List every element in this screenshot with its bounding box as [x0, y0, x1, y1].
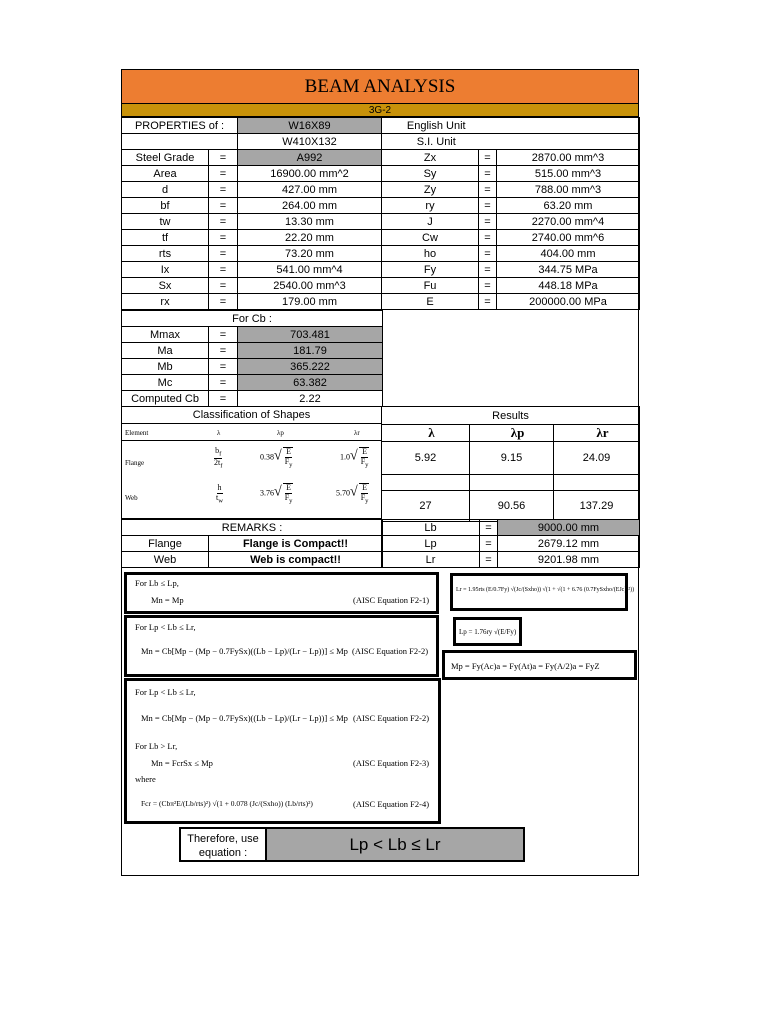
left-prop-eq: =: [209, 166, 238, 182]
right-prop-eq: =: [479, 278, 497, 294]
unit-english: English Unit: [382, 118, 479, 134]
length-name: Lb: [382, 520, 480, 536]
right-prop-eq: =: [479, 214, 497, 230]
cb-value: 2.22: [238, 391, 383, 407]
cb-name: Ma: [122, 343, 209, 359]
web-lambda-value: 27: [382, 491, 470, 522]
web-lambda-p-value: 90.56: [470, 491, 554, 522]
flange-lambda-p-value: 9.15: [470, 442, 554, 475]
cb-row: [122, 359, 383, 375]
cb-eq: =: [209, 359, 238, 375]
left-prop-value: 2540.00 mm^3: [238, 278, 382, 294]
cb-eq: =: [209, 375, 238, 391]
where-label: where: [135, 774, 156, 784]
right-prop-eq: =: [479, 150, 497, 166]
left-prop-name: Ix: [122, 262, 209, 278]
right-prop-eq: =: [479, 294, 497, 310]
remarks-web-label: Web: [122, 552, 209, 568]
length-row: [382, 552, 640, 568]
left-prop-value: 427.00 mm: [238, 182, 382, 198]
property-row: [122, 246, 640, 262]
equation-f2-234-box: [124, 678, 441, 824]
lengths-table: [381, 519, 640, 568]
results-col-lambda-p: λp: [470, 425, 554, 442]
right-prop-name: E: [382, 294, 479, 310]
left-prop-eq: =: [209, 182, 238, 198]
right-prop-name: J: [382, 214, 479, 230]
length-row: [382, 520, 640, 536]
cb-header: For Cb :: [122, 311, 383, 327]
length-name: Lr: [382, 552, 480, 568]
length-eq: =: [480, 520, 498, 536]
equation-f2-1-box: [124, 572, 439, 614]
therefore-label: Therefore, use equation :: [179, 827, 267, 862]
flange-lambda: $\frac{b_f}{2t_f}$: [214, 446, 223, 470]
results-col-lambda: λ: [382, 425, 470, 442]
cb-eq: =: [209, 343, 238, 359]
right-prop-value: 63.20 mm: [497, 198, 640, 214]
eq3-ref: (AISC Equation F2-2): [353, 713, 430, 723]
left-prop-eq: =: [209, 214, 238, 230]
cb-row: [122, 327, 383, 343]
right-prop-value: 448.18 MPa: [497, 278, 640, 294]
cb-value: 181.79: [238, 343, 383, 359]
flange-lambda-r: 1.0√ $\frac{E}{F_y}$: [340, 447, 369, 469]
eq1-formula: Mn = Mp: [151, 595, 184, 605]
eq2-condition: For Lp < Lb ≤ Lr,: [135, 622, 196, 632]
flange-lambda-value: 5.92: [382, 442, 470, 475]
properties-label: PROPERTIES of :: [122, 118, 238, 134]
results-col-lambda-r: λr: [554, 425, 640, 442]
right-prop-name: ho: [382, 246, 479, 262]
length-value: 9000.00 mm: [498, 520, 640, 536]
property-row: [122, 230, 640, 246]
right-prop-value: 200000.00 MPa: [497, 294, 640, 310]
cb-row: [122, 343, 383, 359]
eq4-formula: Mn = FcrSx ≤ Mp: [151, 758, 213, 768]
left-prop-name: d: [122, 182, 209, 198]
classification-header: Classification of Shapes: [122, 407, 381, 424]
left-prop-eq: =: [209, 246, 238, 262]
length-row: [382, 536, 640, 552]
mp-formula-box: [442, 650, 637, 680]
row-flange: Flange: [125, 459, 145, 467]
eq5-ref: (AISC Equation F2-4): [353, 799, 430, 809]
remarks-header: REMARKS :: [122, 520, 383, 536]
right-prop-eq: =: [479, 166, 497, 182]
right-prop-eq: =: [479, 182, 497, 198]
right-prop-eq: =: [479, 198, 497, 214]
eq1-ref: (AISC Equation F2-1): [353, 595, 430, 605]
eq1-condition: For Lb ≤ Lp,: [135, 578, 179, 588]
remarks-table: [121, 519, 383, 568]
left-prop-name: rx: [122, 294, 209, 310]
left-prop-eq: =: [209, 150, 238, 166]
shape-si: W410X132: [238, 134, 382, 150]
web-lambda-r: 5.70√ $\frac{E}{F_y}$: [336, 483, 369, 505]
cb-eq: =: [209, 391, 238, 407]
property-row: [122, 278, 640, 294]
left-prop-eq: =: [209, 278, 238, 294]
left-prop-name: Steel Grade: [122, 150, 209, 166]
eq4-condition: For Lb > Lr,: [135, 741, 178, 751]
web-lambda-r-value: 137.29: [554, 491, 640, 522]
right-prop-value: 515.00 mm^3: [497, 166, 640, 182]
cb-value: 703.481: [238, 327, 383, 343]
property-row: [122, 294, 640, 310]
left-prop-value: 13.30 mm: [238, 214, 382, 230]
right-prop-value: 2740.00 mm^6: [497, 230, 640, 246]
beam-analysis-sheet: [121, 69, 639, 876]
equation-f2-2-box: [124, 615, 439, 677]
length-value: 9201.98 mm: [498, 552, 640, 568]
right-prop-value: 2270.00 mm^4: [497, 214, 640, 230]
shape-english: W16X89: [238, 118, 382, 134]
remarks-web-value: Web is compact!!: [209, 552, 383, 568]
row-web: Web: [125, 494, 138, 502]
length-value: 2679.12 mm: [498, 536, 640, 552]
col-element: Element: [125, 429, 149, 437]
length-eq: =: [480, 552, 498, 568]
eq5-formula: Fcr = (Cbπ²E/(Lb/rts)²) √(1 + 0.078 (Jc/(Sxho)) (Lb/rts)²): [141, 799, 313, 808]
cb-value: 365.222: [238, 359, 383, 375]
property-row: [122, 262, 640, 278]
property-row: [122, 214, 640, 230]
cb-table: [121, 310, 383, 407]
unit-si: S.I. Unit: [382, 134, 479, 150]
right-prop-name: Zx: [382, 150, 479, 166]
left-prop-name: tw: [122, 214, 209, 230]
right-prop-name: Zy: [382, 182, 479, 198]
eq4-ref: (AISC Equation F2-3): [353, 758, 430, 768]
cb-eq: =: [209, 327, 238, 343]
cb-row: [122, 375, 383, 391]
left-prop-name: tf: [122, 230, 209, 246]
right-prop-value: 788.00 mm^3: [497, 182, 640, 198]
right-prop-name: ry: [382, 198, 479, 214]
left-prop-value: 73.20 mm: [238, 246, 382, 262]
mp-formula: Mp = Fy(Ac)a = Fy(At)a = Fy(A/2)a = FyZ: [451, 661, 600, 671]
web-lambda: $\frac{h}{t_w}$: [216, 483, 224, 505]
right-prop-value: 2870.00 mm^3: [497, 150, 640, 166]
eq3-condition: For Lp < Lb ≤ Lr,: [135, 687, 196, 697]
left-prop-eq: =: [209, 294, 238, 310]
classification-panel: [122, 406, 382, 519]
results-table: [381, 406, 640, 522]
property-row: [122, 166, 640, 182]
remarks-flange-value: Flange is Compact!!: [209, 536, 383, 552]
eq2-formula: Mn = Cb[Mp − (Mp − 0.7FySx)((Lb − Lp)/(Lr − Lp))] ≤ Mp: [141, 646, 348, 656]
right-prop-eq: =: [479, 262, 497, 278]
flange-lambda-r-value: 24.09: [554, 442, 640, 475]
left-prop-value: A992: [238, 150, 382, 166]
right-prop-name: Sy: [382, 166, 479, 182]
left-prop-eq: =: [209, 198, 238, 214]
left-prop-value: 22.20 mm: [238, 230, 382, 246]
lr-formula-box: [450, 573, 635, 611]
results-header: Results: [382, 407, 640, 425]
col-lambda-r: λr: [354, 429, 360, 437]
lp-formula: Lp = 1.76ry √(E/Fy): [459, 628, 517, 636]
cb-name: Mb: [122, 359, 209, 375]
property-row: [122, 198, 640, 214]
right-prop-value: 344.75 MPa: [497, 262, 640, 278]
therefore-value: Lp < Lb ≤ Lr: [267, 827, 525, 862]
property-row: [122, 182, 640, 198]
cb-name: Mmax: [122, 327, 209, 343]
web-lambda-p: 3.76√ $\frac{E}{F_y}$: [260, 483, 293, 505]
right-prop-name: Fu: [382, 278, 479, 294]
lp-formula-box: [453, 617, 522, 646]
right-prop-value: 404.00 mm: [497, 246, 640, 262]
length-name: Lp: [382, 536, 480, 552]
col-lambda: λ: [217, 429, 221, 437]
left-prop-value: 179.00 mm: [238, 294, 382, 310]
left-prop-value: 541.00 mm^4: [238, 262, 382, 278]
remarks-flange-label: Flange: [122, 536, 209, 552]
left-prop-name: Area: [122, 166, 209, 182]
col-lambda-p: λp: [277, 429, 284, 437]
cb-value: 63.382: [238, 375, 383, 391]
cb-name: Mc: [122, 375, 209, 391]
right-prop-name: Cw: [382, 230, 479, 246]
flange-lambda-p: 0.38√ $\frac{E}{F_y}$: [260, 447, 293, 469]
left-prop-name: rts: [122, 246, 209, 262]
left-prop-eq: =: [209, 230, 238, 246]
left-prop-name: Sx: [122, 278, 209, 294]
left-prop-name: bf: [122, 198, 209, 214]
page-title: BEAM ANALYSIS: [122, 70, 638, 104]
right-prop-eq: =: [479, 246, 497, 262]
eq2-ref: (AISC Equation F2-2): [352, 646, 429, 656]
cb-name: Computed Cb: [122, 391, 209, 407]
section-label: 3G-2: [122, 104, 638, 117]
length-eq: =: [480, 536, 498, 552]
properties-table: [121, 117, 640, 310]
right-prop-eq: =: [479, 230, 497, 246]
right-prop-name: Fy: [382, 262, 479, 278]
property-row: [122, 150, 640, 166]
left-prop-value: 16900.00 mm^2: [238, 166, 382, 182]
left-prop-eq: =: [209, 262, 238, 278]
eq3-formula: Mn = Cb[Mp − (Mp − 0.7FySx)((Lb − Lp)/(Lr − Lp))] ≤ Mp: [141, 713, 348, 723]
lr-formula: Lr = 1.95rts (E/0.7Fy) √(Jc/(Sxho)) √(1 + √(1 + 6.76 (0.7FySxho/(EJc))²)): [456, 587, 635, 593]
divider: [122, 440, 381, 441]
cb-row: [122, 391, 383, 407]
left-prop-value: 264.00 mm: [238, 198, 382, 214]
